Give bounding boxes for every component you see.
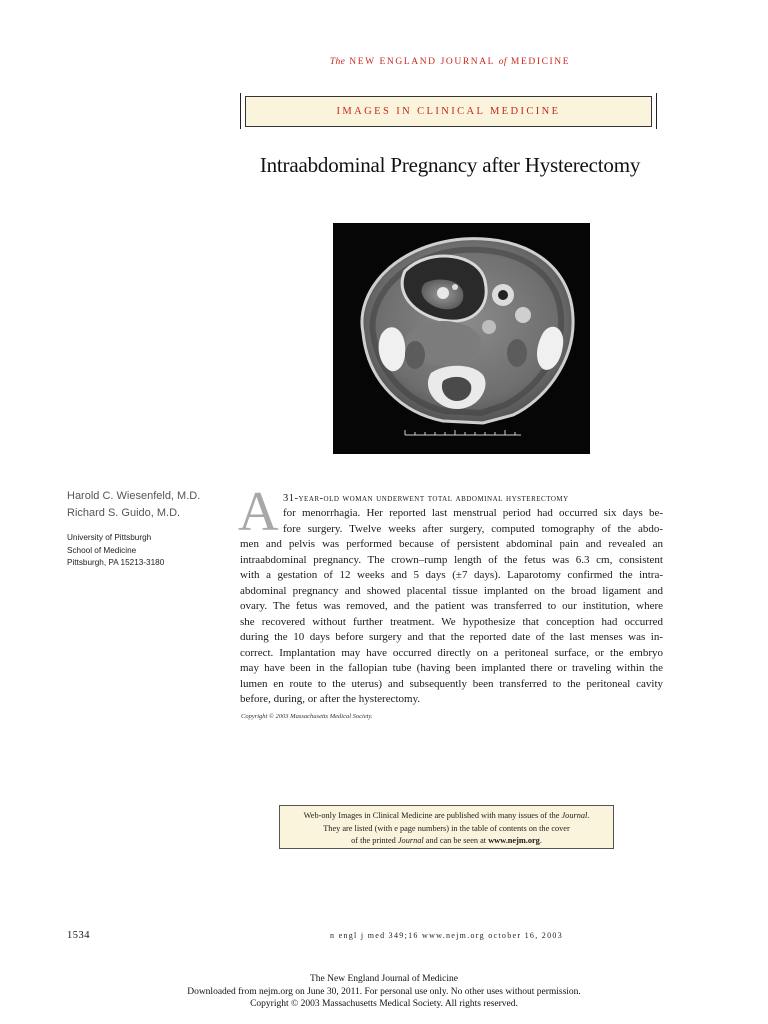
notice-text: . [539,836,542,846]
author-name: Richard S. Guido, M.D. [67,507,181,519]
body-line: ovary. The fetus was removed, and the patient was transferred to our institution, where [240,600,663,612]
article-copyright: Copyright © 2003 Massachusetts Medical Society. [241,713,373,720]
notice-link[interactable]: www.nejm.org [488,836,540,846]
drop-cap: A [238,481,279,543]
affiliation-line: Pittsburgh, PA 15213-3180 [67,558,165,567]
body-line: during the 10 days before surgery and that the reported date of the last menses was in- [240,631,663,643]
section-banner [240,93,657,129]
body-line: correct. Implantation may have occurred directly on a peritoneal surface, or the embryo [240,646,663,659]
web-only-notice [279,805,614,849]
body-lead-line: 31-year-old woman underwent total abdominal hysterectomy [283,493,569,504]
ct-scan-image [333,223,590,454]
author-list [67,488,237,522]
page-number: 1534 [67,930,90,941]
body-line: she recovered without further treatment. We hypothesize that conception had occurred [240,615,663,628]
download-notice [0,973,768,1011]
notice-text: Web-only Images in Clinical Medicine are published with many issues of the [303,811,562,820]
body-line: men and pelvis was performed because of persistent abdominal pain and revealed an [240,538,663,550]
running-footer: n engl j med 349;16 www.nejm.org october 16, 2003 [330,931,564,940]
author-name: Harold C. Wiesenfeld, M.D. [67,490,201,502]
body-line: abdominal pregnancy and showed placental tissue implanted on the broad ligament and [240,584,663,597]
notice-line [280,810,613,823]
download-line: Downloaded from nejm.org on June 30, 2011. For personal use only. No other uses without permission. [187,986,581,997]
author-affiliation [67,532,237,570]
body-line: fore surgery. Twelve weeks after surgery, computed tomography of the abdo- [283,522,663,535]
body-line: for menorrhagia. Her reported last menstrual period had occurred six days be- [283,507,663,519]
notice-journal: Journal [397,836,424,846]
body-line: intraabdominal pregnancy. The crown–rump length of the fetus was 6.3 cm, consistent [240,553,663,566]
notice-text: . [587,811,590,820]
notice-text: and can be seen at [423,836,489,846]
notice-text: of the printed [351,836,398,846]
masthead-part1: NEW ENGLAND JOURNAL [349,57,495,67]
body-line: with a gestation of 12 weeks and 5 days (±7 days). Laparotomy confirmed the intra- [240,569,663,581]
notice-journal: Journal [561,811,588,820]
masthead-the: The [329,57,346,67]
download-line: Copyright © 2003 Massachusetts Medical Society. All rights reserved. [250,999,518,1009]
body-line: before, during, or after the hysterectomy. [240,693,421,705]
masthead-part2: MEDICINE [510,57,571,67]
section-banner-label: IMAGES IN CLINICAL MEDICINE [245,96,652,127]
body-line: may have been in the fallopian tube (having been implanted there or traveling within the [240,662,663,674]
download-line: The New England Journal of Medicine [310,974,458,984]
journal-masthead [240,57,660,67]
affiliation-line: University of Pittsburgh [67,533,152,542]
article-title: Intraabdominal Pregnancy after Hysterectomy [259,153,641,177]
notice-line: They are listed (with e page numbers) in the table of contents on the cover [323,823,570,833]
affiliation-line: School of Medicine [67,545,137,555]
notice-line [280,835,613,848]
masthead-of: of [498,57,507,67]
body-line: lumen en route to the uterus) and subsequently been transferred to the peritoneal cavity [240,677,663,690]
